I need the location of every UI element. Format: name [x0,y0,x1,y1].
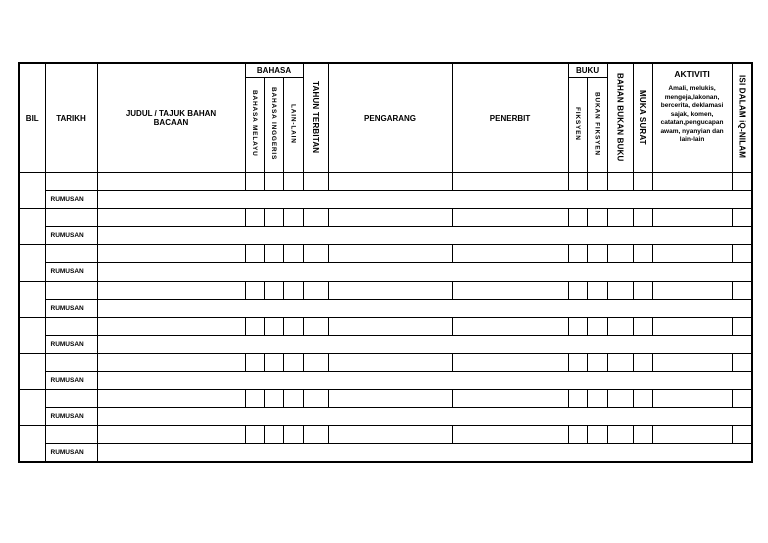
entry-cell[interactable] [283,389,303,407]
header-aktiviti-title: AKTIVITI [674,69,710,79]
header-aktiviti [652,63,732,173]
rumusan-field[interactable] [97,299,752,317]
header-fiksyen [568,77,587,172]
entry-row [19,173,752,191]
entry-cell[interactable] [633,389,652,407]
entry-cell[interactable] [633,173,652,191]
entry-cell[interactable] [607,353,633,371]
bil-cell[interactable] [19,353,45,389]
entry-cell[interactable] [452,245,568,263]
entry-row [19,317,752,335]
entry-cell[interactable] [652,317,732,335]
header-aktiviti-desc: Amali, melukis, mengeja,lakonan, bercerita, deklamasi sajak, komen, catatan,pengucapan awam, nyanyian dan lain-lain [660,85,724,143]
header-bukan-fiksyen [587,77,607,172]
entry-cell[interactable] [97,245,245,263]
bil-cell[interactable] [19,317,45,353]
entry-cell[interactable] [245,317,264,335]
rumusan-label: RUMUSAN [45,371,97,389]
entry-cell[interactable] [587,245,607,263]
rumusan-label: RUMUSAN [45,191,97,209]
entry-row [19,245,752,263]
entry-cell[interactable] [97,317,245,335]
entry-cell[interactable] [264,426,283,444]
entry-cell[interactable] [264,173,283,191]
entry-cell[interactable] [652,389,732,407]
entry-row [19,389,752,407]
entry-cell[interactable] [732,173,752,191]
rumusan-label: RUMUSAN [45,227,97,245]
entry-cell[interactable] [328,353,452,371]
entry-cell[interactable] [283,173,303,191]
entry-cell[interactable] [607,281,633,299]
entry-cell[interactable] [45,389,97,407]
entry-cell[interactable] [587,281,607,299]
entry-cell[interactable] [303,389,328,407]
entry-cell[interactable] [732,426,752,444]
header-tahun-terbitan-label: TAHUN TERBITAN [311,80,321,154]
bil-cell[interactable] [19,245,45,281]
entry-cell[interactable] [97,209,245,227]
header-buku: BUKU [568,63,607,77]
entry-cell[interactable] [97,353,245,371]
entry-cell[interactable] [328,245,452,263]
rumusan-field[interactable] [97,263,752,281]
entry-cell[interactable] [568,245,587,263]
entry-cell[interactable] [97,426,245,444]
entry-cell[interactable] [732,317,752,335]
entry-cell[interactable] [607,209,633,227]
entry-cell[interactable] [328,209,452,227]
bil-cell[interactable] [19,426,45,462]
header-bahan-bukan-buku-label: BAHAN BUKAN BUKU [615,72,625,162]
entry-cell[interactable] [264,317,283,335]
header-bahan-bukan-buku [607,63,633,173]
entry-cell[interactable] [45,245,97,263]
entry-cell[interactable] [303,281,328,299]
entry-cell[interactable] [633,353,652,371]
entry-cell[interactable] [328,317,452,335]
entry-cell[interactable] [245,426,264,444]
entry-cell[interactable] [45,281,97,299]
entry-cell[interactable] [568,389,587,407]
entry-cell[interactable] [303,245,328,263]
rumusan-label: RUMUSAN [45,335,97,353]
entry-cell[interactable] [652,173,732,191]
entry-cell[interactable] [264,209,283,227]
entry-cell[interactable] [97,173,245,191]
entry-cell[interactable] [45,209,97,227]
header-penerbit: PENERBIT [452,63,568,173]
bil-cell[interactable] [19,173,45,209]
rumusan-label: RUMUSAN [45,444,97,462]
entry-cell[interactable] [607,317,633,335]
entry-row [19,281,752,299]
entry-cell[interactable] [283,245,303,263]
entry-cell[interactable] [568,173,587,191]
header-muka-surat-label: MUKA SURAT [638,89,648,145]
entry-cell[interactable] [587,209,607,227]
rumusan-row [19,263,752,281]
header-isi-dalam-iq-nilam [732,63,752,173]
rumusan-row [19,299,752,317]
entry-cell[interactable] [633,317,652,335]
entry-cell[interactable] [652,245,732,263]
entry-cell[interactable] [587,317,607,335]
header-muka-surat [633,63,652,173]
entry-cell[interactable] [264,389,283,407]
header-bahasa: BAHASA [245,63,303,77]
reading-log-table [18,62,753,463]
entry-cell[interactable] [452,209,568,227]
rumusan-label: RUMUSAN [45,263,97,281]
header-bahasa-inggeris [264,77,283,172]
rumusan-row [19,444,752,462]
entry-cell[interactable] [264,245,283,263]
header-bil: BIL [19,63,45,173]
rumusan-row [19,227,752,245]
entry-cell[interactable] [245,173,264,191]
entry-cell[interactable] [568,426,587,444]
entry-cell[interactable] [264,281,283,299]
header-tahun-terbitan [303,63,328,173]
rumusan-label: RUMUSAN [45,408,97,426]
header-tarikh: TARIKH [45,63,97,173]
entry-cell[interactable] [452,281,568,299]
entry-cell[interactable] [303,426,328,444]
entry-cell[interactable] [568,353,587,371]
entry-cell[interactable] [452,353,568,371]
rumusan-label: RUMUSAN [45,299,97,317]
entry-cell[interactable] [652,426,732,444]
entry-cell[interactable] [607,245,633,263]
entry-cell[interactable] [97,281,245,299]
entry-cell[interactable] [452,173,568,191]
entry-cell[interactable] [568,317,587,335]
rumusan-field[interactable] [97,191,752,209]
entry-cell[interactable] [633,281,652,299]
entry-cell[interactable] [633,209,652,227]
entry-cell[interactable] [607,426,633,444]
entry-cell[interactable] [245,281,264,299]
header-bahasa-inggeris-label: BAHASA INGGERIS [270,87,277,161]
entry-cell[interactable] [97,389,245,407]
bil-cell[interactable] [19,281,45,317]
entry-cell[interactable] [283,209,303,227]
entry-cell[interactable] [587,353,607,371]
entry-cell[interactable] [328,389,452,407]
entry-cell[interactable] [45,426,97,444]
entry-cell[interactable] [652,209,732,227]
rumusan-row [19,408,752,426]
entry-cell[interactable] [245,209,264,227]
entry-cell[interactable] [607,173,633,191]
bil-cell[interactable] [19,209,45,245]
entry-cell[interactable] [328,426,452,444]
header-isi-dalam-iq-nilam-label: ISI DALAM iQ-NILAM [737,75,747,159]
entry-cell[interactable] [303,353,328,371]
entry-cell[interactable] [652,281,732,299]
entry-cell[interactable] [587,426,607,444]
header-bahasa-melayu-label: BAHASA MELAYU [251,90,258,158]
header-lain-lain-label: LAIN-LAIN [289,103,297,144]
entry-cell[interactable] [264,353,283,371]
entry-cell[interactable] [732,209,752,227]
entry-row [19,353,752,371]
rumusan-field[interactable] [97,335,752,353]
entry-cell[interactable] [45,173,97,191]
header-bahasa-melayu [245,77,264,172]
entry-cell[interactable] [283,426,303,444]
entry-cell[interactable] [45,353,97,371]
entry-cell[interactable] [245,353,264,371]
entry-cell[interactable] [587,389,607,407]
entry-cell[interactable] [452,389,568,407]
header-pengarang: PENGARANG [328,63,452,173]
entry-cell[interactable] [587,173,607,191]
entry-cell[interactable] [283,353,303,371]
entry-cell[interactable] [568,281,587,299]
header-bukan-fiksyen-label: BUKAN FIKSYEN [593,91,601,156]
bil-cell[interactable] [19,389,45,425]
rumusan-field[interactable] [97,227,752,245]
entry-cell[interactable] [303,317,328,335]
entry-cell[interactable] [245,389,264,407]
entry-cell[interactable] [328,281,452,299]
entry-row [19,426,752,444]
rumusan-field[interactable] [97,371,752,389]
rumusan-row [19,371,752,389]
entry-cell[interactable] [303,173,328,191]
entry-cell[interactable] [607,389,633,407]
entry-cell[interactable] [732,245,752,263]
header-fiksyen-label: FIKSYEN [574,106,582,141]
entry-row [19,209,752,227]
entry-cell[interactable] [328,173,452,191]
rumusan-field[interactable] [97,444,752,462]
rumusan-field[interactable] [97,408,752,426]
entry-cell[interactable] [303,209,328,227]
rumusan-row [19,191,752,209]
entry-cell[interactable] [732,389,752,407]
entry-cell[interactable] [732,353,752,371]
entry-cell[interactable] [245,245,264,263]
entry-cell[interactable] [45,317,97,335]
header-judul: JUDUL / TAJUK BAHAN BACAAN [97,63,245,173]
entry-cell[interactable] [568,209,587,227]
entry-cell[interactable] [732,281,752,299]
entry-cell[interactable] [452,426,568,444]
entry-cell[interactable] [283,281,303,299]
entry-cell[interactable] [652,353,732,371]
entry-cell[interactable] [283,317,303,335]
entry-cell[interactable] [452,317,568,335]
header-lain-lain [283,77,303,172]
entry-cell[interactable] [633,245,652,263]
entry-cell[interactable] [633,426,652,444]
rumusan-row [19,335,752,353]
